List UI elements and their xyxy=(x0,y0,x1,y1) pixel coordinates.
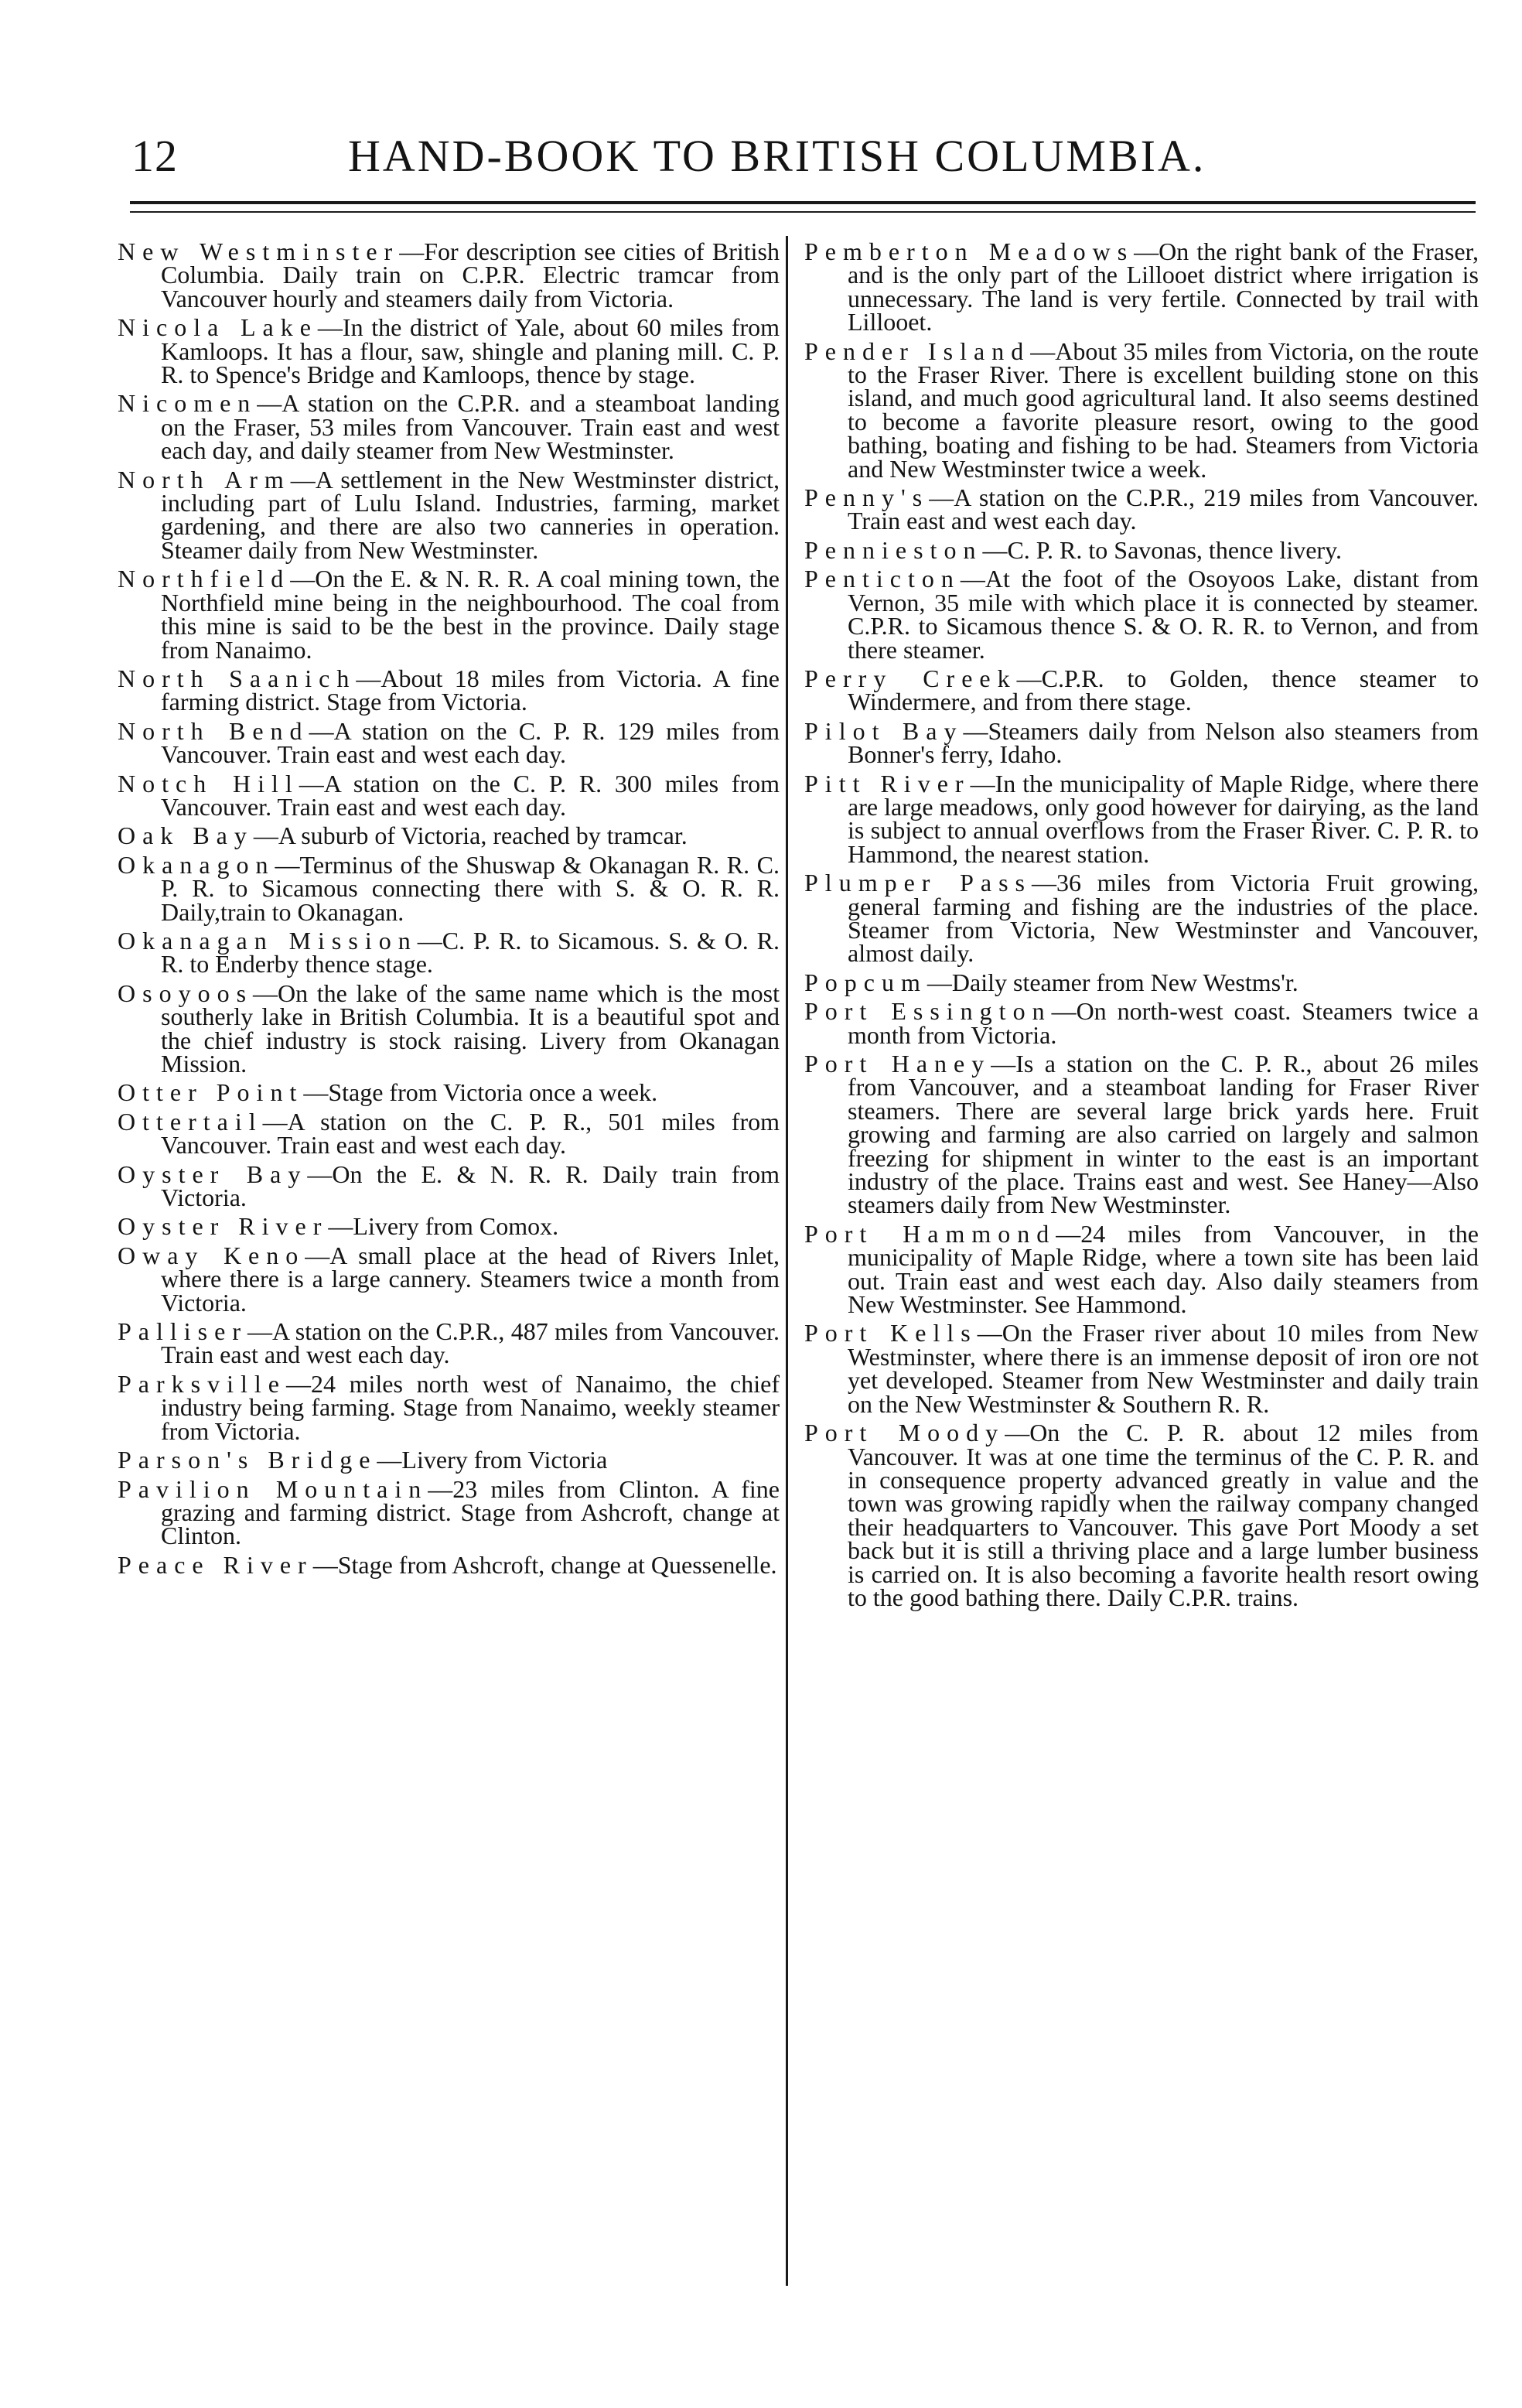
gazetteer-entry xyxy=(804,535,1479,564)
entry-description: A station on the C. P. R., 501 miles from Vancouver. Train east and west each day. xyxy=(161,1107,780,1160)
entry-dash: — xyxy=(977,1319,1002,1347)
entry-dash: — xyxy=(312,1550,338,1579)
gazetteer-entry xyxy=(118,465,780,564)
entry-dash: — xyxy=(305,1241,330,1269)
entry-description: On north-west coast. Steamers twice a month from Victoria. xyxy=(848,997,1479,1049)
entry-place-name: Penny's xyxy=(804,483,930,512)
entry-place-name: Pitt River xyxy=(804,769,971,798)
gazetteer-entry xyxy=(118,716,780,769)
entry-dash: — xyxy=(309,716,334,745)
entry-place-name: Pilot Bay xyxy=(804,716,964,745)
entry-dash: — xyxy=(290,465,316,494)
gazetteer-entry xyxy=(804,1421,1479,1609)
gazetteer-entry xyxy=(804,483,1479,535)
entry-place-name: Northfield xyxy=(118,565,291,593)
entry-description: 36 miles from Victoria Fruit growing, general farming and fishing are the industries of the place. Steamer from Victoria, New Westminster and Vancouver, almost daily. xyxy=(848,869,1479,968)
gazetteer-entry xyxy=(118,1160,780,1212)
entry-dash: — xyxy=(303,1078,329,1107)
entry-description: C.P.R. to Golden, thence steamer to Windermere, and from there stage. xyxy=(848,664,1479,716)
entry-dash: — xyxy=(253,979,278,1007)
entry-dash: — xyxy=(257,389,282,418)
gazetteer-entry xyxy=(804,565,1479,664)
entry-place-name: Perry Creek xyxy=(804,664,1017,692)
entry-description: Daily steamer from New Westms'r. xyxy=(951,968,1298,996)
gazetteer-entry xyxy=(118,313,780,389)
gazetteer-entry xyxy=(118,1317,780,1369)
entry-description: In the district of Yale, about 60 miles from Kamloops. It has a flour, saw, shingle and planing mill. C. P. R. to Spence's Bridge and Kamloops, thence by stage. xyxy=(161,313,780,389)
entry-place-name: Peace River xyxy=(118,1550,313,1579)
entry-description: On the E. & N. R. R. Daily train from Victoria. xyxy=(161,1160,780,1212)
entry-dash: — xyxy=(285,1369,311,1398)
entry-dash: — xyxy=(428,1474,453,1503)
entry-dash: — xyxy=(377,1446,402,1474)
entry-place-name: Oyster Bay xyxy=(118,1160,308,1188)
entry-place-name: Oak Bay xyxy=(118,821,254,850)
gazetteer-entry xyxy=(118,1550,780,1579)
entry-dash: — xyxy=(927,968,952,996)
entry-dash: — xyxy=(299,769,324,798)
entry-description: A station on the C.P.R., 487 miles from Vancouver. Train east and west each day. xyxy=(161,1317,780,1369)
entry-place-name: Port Kells xyxy=(804,1319,978,1347)
entry-description: C. P. R. to Savonas, thence livery. xyxy=(1007,535,1342,564)
gazetteer-entry xyxy=(118,1241,780,1317)
entry-description: About 18 miles from Victoria. A fine farming district. Stage from Victoria. xyxy=(161,664,780,716)
gazetteer-entry xyxy=(118,850,780,926)
entry-description: Stage from Ashcroft, change at Quessenelle. xyxy=(337,1550,777,1579)
entry-description: At the foot of the Osoyoos Lake, distant from Vernon, 35 mile with which place it is connected by steamer. C.P.R. to Sicamous thence S. & O. R. R. to Vernon, and from there steamer. xyxy=(848,565,1479,664)
gazetteer-entry xyxy=(118,664,780,716)
entry-dash: — xyxy=(1005,1419,1030,1447)
entry-dash: — xyxy=(253,821,278,850)
entry-dash: — xyxy=(1134,237,1159,265)
entry-place-name: Oyster River xyxy=(118,1212,329,1241)
entry-dash: — xyxy=(970,769,995,798)
entry-dash: — xyxy=(963,716,988,745)
page-number: 12 xyxy=(131,131,178,181)
entry-place-name: Port Haney xyxy=(804,1050,991,1078)
gazetteer-entry xyxy=(118,1446,780,1474)
gazetteer-entry xyxy=(118,769,780,821)
right-column xyxy=(804,237,1479,1614)
entry-description: A station on the C. P. R. 300 miles from Vancouver. Train east and west each day. xyxy=(161,769,780,821)
entry-dash: — xyxy=(328,1212,353,1241)
entry-place-name: Port Moody xyxy=(804,1419,1005,1447)
entry-place-name: New Westminster xyxy=(118,237,400,265)
entry-place-name: Pemberton Meadows xyxy=(804,237,1135,265)
entry-description: 24 miles north west of Nanaimo, the chief industry being farming. Stage from Nanaimo, weekly steamer from Victoria. xyxy=(161,1369,780,1445)
gazetteer-entry xyxy=(118,237,780,313)
entry-place-name: Pennieston xyxy=(804,535,983,564)
entry-description: On the lake of the same name which is the most southerly lake in British Columbia. It is a beautiful spot and the chief industry is stock raising. Livery from Okanagan Mission. xyxy=(161,979,780,1078)
entry-dash: — xyxy=(929,483,954,512)
gazetteer-entry xyxy=(804,664,1479,716)
entry-description: 24 miles from Vancouver, in the municipality of Maple Ridge, where a town site has been laid out. Train east and west each day. Also daily steamers from New Westminster. See Hammond. xyxy=(848,1219,1479,1319)
column-divider xyxy=(786,236,788,2286)
entry-place-name: Popcum xyxy=(804,968,927,996)
gazetteer-entry xyxy=(118,1078,780,1107)
gazetteer-entry xyxy=(118,389,780,465)
entry-place-name: Palliser xyxy=(118,1317,247,1346)
entry-place-name: Otter Point xyxy=(118,1078,304,1107)
gazetteer-entry xyxy=(804,1052,1479,1217)
gazetteer-entry xyxy=(118,979,780,1078)
gazetteer-entry xyxy=(118,821,780,850)
entry-dash: — xyxy=(262,1107,288,1136)
entry-dash: — xyxy=(247,1317,272,1346)
entry-description: Livery from Victoria xyxy=(401,1446,608,1474)
entry-dash: — xyxy=(1032,869,1056,897)
entry-description: On the Fraser river about 10 miles from New Westminster, where there is an immense deposit of iron ore not yet developed. Steamer from New Westminster and daily train on the New Westminster & Southern R. R. xyxy=(848,1319,1479,1418)
entry-dash: — xyxy=(307,1160,333,1188)
header-rule-bottom xyxy=(130,211,1476,213)
entry-description: On the right bank of the Fraser, and is the only part of the Lillooet district where irrigation is unnecessary. The land is very fertile. Connected by trail with Lillooet. xyxy=(848,237,1479,336)
entry-place-name: North Saanich xyxy=(118,664,357,692)
entry-description: A settlement in the New Westminster district, including part of Lulu Island. Industries, farming, market gardening, and there are also two canneries in operation. Steamer daily from New Westminster. xyxy=(161,465,780,564)
entry-description: C. P. R. to Sicamous. S. & O. R. R. to Enderby thence stage. xyxy=(161,926,780,979)
entry-place-name: Osoyoos xyxy=(118,979,254,1007)
entry-place-name: Okanagan Mission xyxy=(118,926,418,955)
entry-dash: — xyxy=(275,850,300,879)
entry-place-name: Parksville xyxy=(118,1369,286,1398)
entry-description: A station on the C.P.R., 219 miles from Vancouver. Train east and west each day. xyxy=(848,483,1479,535)
gazetteer-entry xyxy=(118,1107,780,1160)
entry-place-name: Nicomen xyxy=(118,389,258,418)
entry-description: Steamers daily from Nelson also steamers from Bonner's ferry, Idaho. xyxy=(848,716,1479,769)
entry-dash: — xyxy=(1056,1219,1081,1248)
entry-dash: — xyxy=(1051,997,1077,1026)
entry-place-name: Pender Island xyxy=(804,336,1031,365)
entry-place-name: Nicola Lake xyxy=(118,313,318,342)
gazetteer-entry xyxy=(804,769,1479,868)
entry-place-name: Pavilion Mountain xyxy=(118,1474,428,1503)
entry-description: In the municipality of Maple Ridge, where there are large meadows, only good however for dairying, as the land is subject to annual overflows from the Fraser River. C. P. R. to Hammond, the nearest station. xyxy=(848,769,1479,868)
running-head-title: HAND-BOOK TO BRITISH COLUMBIA. xyxy=(348,131,1206,181)
entry-dash: — xyxy=(982,535,1008,564)
entry-place-name: Okanagon xyxy=(118,850,275,879)
entry-dash: — xyxy=(991,1050,1016,1078)
entry-dash: — xyxy=(317,313,343,342)
entry-place-name: Parson's Bridge xyxy=(118,1446,377,1474)
left-column xyxy=(118,237,780,1582)
gazetteer-entry xyxy=(804,968,1479,996)
entry-place-name: Oway Keno xyxy=(118,1241,305,1269)
entry-place-name: Port Hammond xyxy=(804,1219,1056,1248)
gazetteer-entry xyxy=(804,716,1479,769)
entry-description: On the C. P. R. about 12 miles from Vancouver. It was at one time the terminus of the C. P. R. and in consequence property advanced greatly in value and the town was growing rapidly when the railway company changed their headquarters to Vancouver. This gave Port Moody a set back but it is still a thriving place and a large lumber business is carried on. It is also becoming a favorite health resort owing to the good bathing there. Daily C.P.R. trains. xyxy=(848,1419,1479,1611)
entry-description: A station on the C.P.R. and a steamboat landing on the Fraser, 53 miles from Vancouver. Train east and west each day, and daily steamer from New Westminster. xyxy=(161,389,780,465)
entry-description: A suburb of Victoria, reached by tramcar. xyxy=(278,821,688,850)
entry-dash: — xyxy=(399,237,425,265)
entry-place-name: Penticton xyxy=(804,565,961,593)
entry-description: Is a station on the C. P. R., about 26 miles from Vancouver, and a steamboat landing for Fraser River steamers. There are several large brick yards here. Fruit growing and farming are also carried on largely and salmon freezing for shipment in winter to the east is an important industry of the place. Trains east and west. See Haney—Also steamers daily from New Westminster. xyxy=(848,1050,1479,1219)
gazetteer-entry xyxy=(804,237,1479,336)
entry-description: For description see cities of British Columbia. Daily train on C.P.R. Electric tramcar from Vancouver hourly and steamers daily from Victoria. xyxy=(161,237,780,313)
gazetteer-entry xyxy=(804,999,1479,1047)
entry-description: A small place at the head of Rivers Inlet, where there is a large cannery. Steamers twice a month from Victoria. xyxy=(161,1241,780,1317)
entry-dash: — xyxy=(1016,664,1042,692)
entry-description: On the E. & N. R. R. A coal mining town, the Northfield mine being in the neighbourhood. The coal from this mine is said to be the best in the province. Daily stage from Nanaimo. xyxy=(161,565,780,664)
entry-place-name: Port Essington xyxy=(804,997,1052,1026)
entry-description: About 35 miles from Victoria, on the route to the Fraser River. There is excellent building stone on this island, and much good agricultural land. It also seems destined to become a favorite pleasure resort, owing to the good bathing, boating and fishing to be had. Steamers from Victoria and New Westminster twice a week. xyxy=(848,336,1479,483)
gazetteer-entry xyxy=(118,926,780,979)
header-rule-top xyxy=(130,201,1476,204)
gazetteer-entry xyxy=(118,1369,780,1445)
gazetteer-entry xyxy=(804,1219,1479,1319)
entry-place-name: Plumper Pass xyxy=(804,869,1032,897)
entry-dash: — xyxy=(290,565,316,593)
entry-place-name: Notch Hill xyxy=(118,769,299,798)
entry-dash: — xyxy=(417,926,442,955)
gazetteer-entry xyxy=(118,1212,780,1241)
gazetteer-entry xyxy=(118,565,780,664)
entry-description: Terminus of the Shuswap & Okanagan R. R. C. P. R. to Sicamous connecting there with S. & O. R. R. Daily,train to Okanagan. xyxy=(161,850,780,926)
gazetteer-entry xyxy=(804,336,1479,483)
entry-description: 23 miles from Clinton. A fine grazing and farming district. Stage from Ashcroft, change at Clinton. xyxy=(161,1474,780,1550)
entry-dash: — xyxy=(960,565,985,593)
entry-place-name: North Arm xyxy=(118,465,291,494)
entry-description: Stage from Victoria once a week. xyxy=(328,1078,658,1107)
gazetteer-entry xyxy=(118,1474,780,1550)
entry-place-name: Ottertail xyxy=(118,1107,263,1136)
entry-description: Livery from Comox. xyxy=(353,1212,559,1241)
entry-dash: — xyxy=(1030,336,1056,365)
entry-place-name: North Bend xyxy=(118,716,309,745)
entry-description: A station on the C. P. R. 129 miles from Vancouver. Train east and west each day. xyxy=(161,716,780,769)
entry-dash: — xyxy=(356,664,381,692)
gazetteer-entry xyxy=(804,1321,1479,1416)
gazetteer-entry xyxy=(804,869,1479,968)
